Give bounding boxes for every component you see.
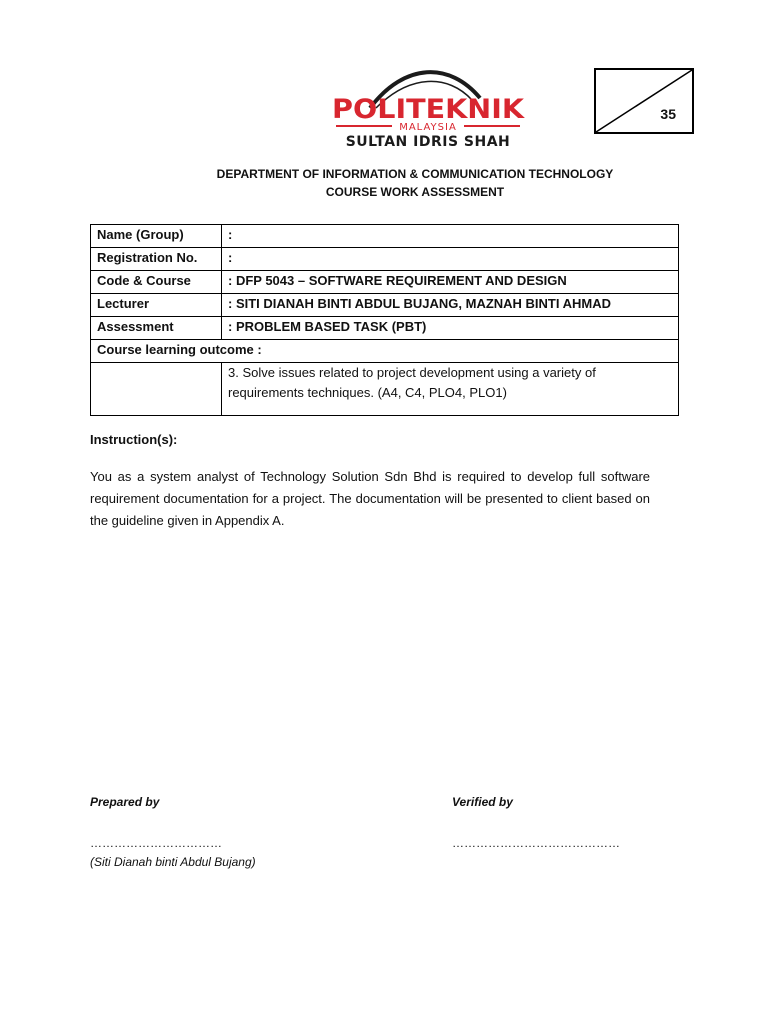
logo-campus: SULTAN IDRIS SHAH [345, 134, 511, 150]
logo-word: POLITEKNIK [332, 94, 526, 125]
assessment-title: COURSE WORK ASSESSMENT [325, 185, 505, 199]
prepared-signature-line: …………………………… [90, 836, 222, 850]
politeknik-logo [330, 68, 526, 150]
row-label: Assessment [91, 317, 222, 340]
table-row [91, 248, 679, 271]
table-row [91, 225, 679, 248]
prepared-by-name: (Siti Dianah binti Abdul Bujang) [90, 855, 256, 869]
course-info-table [90, 224, 679, 416]
table-row [91, 294, 679, 317]
score-value: 35 [660, 106, 676, 122]
verified-by-label: Verified by [452, 795, 513, 809]
row-label: Name (Group) [91, 225, 222, 248]
document-heading [90, 165, 740, 201]
prepared-by-label: Prepared by [90, 795, 160, 809]
instructions-title: Instruction(s): [90, 432, 178, 447]
logo-country: MALAYSIA [399, 122, 457, 133]
instructions-body: You as a system analyst of Technology Solution Sdn Bhd is required to develop full software requirement documentation for a project. The documentation will be presented to client based on the guideline given in Appendix A. [90, 469, 650, 528]
row-label: Code & Course [91, 271, 222, 294]
verified-signature-line: …………………………………… [452, 836, 620, 850]
row-value: : DFP 5043 – SOFTWARE REQUIREMENT AND DESIGN [222, 271, 679, 294]
department-title: DEPARTMENT OF INFORMATION & COMMUNICATION TECHNOLOGY [216, 167, 614, 181]
outcome-label: Course learning outcome : [91, 340, 679, 363]
row-value: : SITI DIANAH BINTI ABDUL BUJANG, MAZNAH BINTI AHMAD [222, 294, 679, 317]
row-value: : [222, 225, 679, 248]
row-value: : [222, 248, 679, 271]
outcome-text: 3. Solve issues related to project development using a variety of requirements techniques. (A4, C4, PLO4, PLO1) [222, 363, 679, 416]
table-row [91, 363, 679, 416]
table-row [91, 317, 679, 340]
outcome-blank-cell [91, 363, 222, 416]
row-label: Lecturer [91, 294, 222, 317]
table-row [91, 340, 679, 363]
row-value: : PROBLEM BASED TASK (PBT) [222, 317, 679, 340]
score-box [594, 68, 694, 134]
row-label: Registration No. [91, 248, 222, 271]
table-row [91, 271, 679, 294]
